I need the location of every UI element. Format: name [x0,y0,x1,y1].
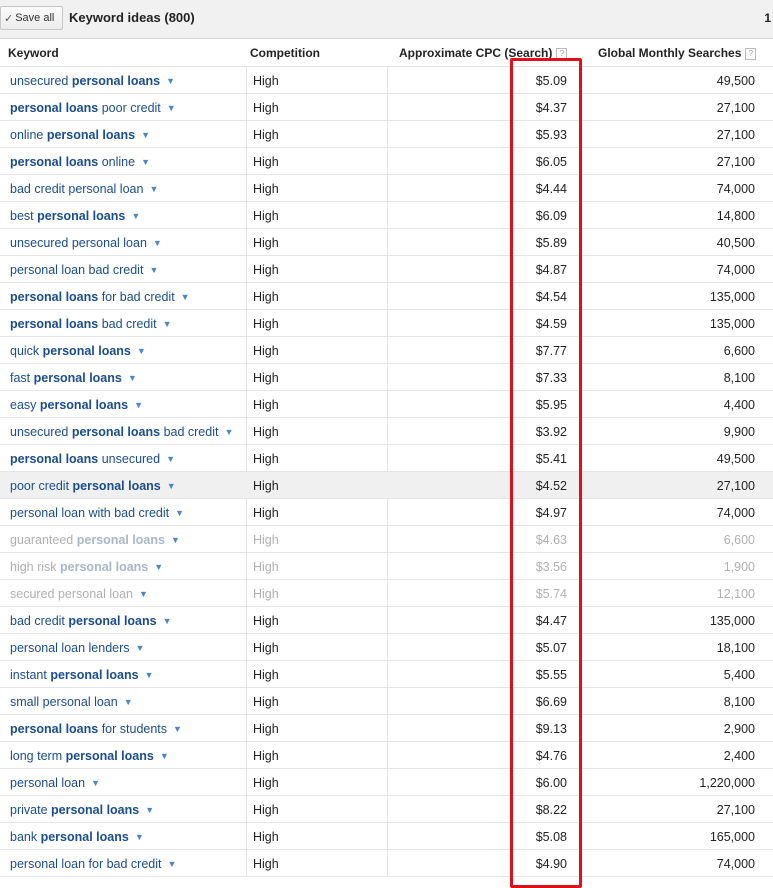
keyword-link[interactable] [10,587,148,601]
searches-cell: 74,000 [716,506,755,520]
keyword-match: personal loans [60,560,149,574]
searches-cell: 8,100 [723,695,755,709]
dropdown-arrow-icon[interactable]: ▼ [152,238,162,248]
keyword-match: personal loans [33,371,122,385]
table-row [0,418,773,445]
competition-cell: High [253,479,279,493]
keyword-match: personal loans [72,479,161,493]
searches-cell: 74,000 [716,857,755,871]
searches-cell: 8,100 [723,371,755,385]
searches-cell: 1,900 [723,560,755,574]
cpc-cell: $4.90 [535,857,567,871]
searches-cell: 27,100 [716,803,755,817]
keyword-match: personal loans [71,74,161,88]
keyword-match: personal loans [10,101,99,115]
dropdown-arrow-icon[interactable]: ▼ [139,589,148,599]
keyword-pre: unsecured [10,74,72,88]
keyword-link[interactable] [10,749,169,763]
competition-cell: High [253,425,279,439]
keyword-link[interactable] [10,263,158,277]
keyword-link[interactable] [10,722,182,736]
dropdown-arrow-icon[interactable]: ▼ [123,697,133,707]
dropdown-arrow-icon[interactable]: ▼ [173,724,182,734]
searches-cell: 135,000 [709,317,755,331]
dropdown-arrow-icon[interactable]: ▼ [134,832,144,842]
keyword-post: unsecured [98,452,161,466]
searches-cell: 27,100 [716,479,755,493]
page-indicator: 1 [764,11,771,25]
toolbar [0,0,773,39]
table-row [0,94,773,121]
keyword-pre: instant [10,668,51,682]
help-icon[interactable]: ? [556,48,567,60]
competition-cell: High [253,398,279,412]
competition-cell: High [253,155,279,169]
keyword-match: personal loans [71,425,161,439]
table-row [0,688,773,715]
table-row [0,472,773,499]
competition-cell: High [253,695,279,709]
keyword-match: personal loans [10,317,99,331]
cpc-cell: $5.55 [535,668,567,682]
keyword-pre: personal loan for bad credit [10,857,162,871]
keyword-link[interactable] [10,506,184,520]
cpc-cell: $6.69 [535,695,567,709]
cpc-cell: $3.56 [535,560,567,574]
dropdown-arrow-icon[interactable]: ▼ [136,346,146,356]
dropdown-arrow-icon[interactable]: ▼ [134,400,144,410]
table-row [0,229,773,256]
dropdown-arrow-icon[interactable]: ▼ [166,103,176,113]
cpc-cell: $5.09 [535,74,567,88]
keyword-link[interactable] [10,695,133,709]
competition-cell: High [253,506,279,520]
keyword-match: personal loans [40,830,129,844]
searches-cell: 40,500 [716,236,755,250]
competition-cell: High [253,560,279,574]
keyword-link[interactable] [10,776,100,790]
searches-cell: 6,600 [723,344,755,358]
searches-cell: 2,400 [723,749,755,763]
competition-cell: High [253,830,279,844]
column-header-searches[interactable] [598,46,756,60]
searches-cell: 18,100 [716,641,755,655]
competition-cell: High [253,317,279,331]
table-header [0,39,773,67]
keyword-link[interactable] [10,128,150,142]
searches-cell: 135,000 [709,290,755,304]
competition-cell: High [253,533,279,547]
dropdown-arrow-icon[interactable]: ▼ [167,859,177,869]
keyword-pre: unsecured [10,425,72,439]
competition-cell: High [253,641,279,655]
table-row [0,175,773,202]
cpc-cell: $4.52 [535,479,567,493]
dropdown-arrow-icon[interactable]: ▼ [162,616,172,626]
keyword-pre: secured personal loan [10,587,133,601]
table-row [0,202,773,229]
keyword-pre: online [10,128,47,142]
dropdown-arrow-icon[interactable]: ▼ [154,562,164,572]
keyword-link[interactable] [10,101,176,115]
keyword-match: personal loans [39,398,129,412]
competition-cell: High [253,209,279,223]
table-row [0,391,773,418]
dropdown-arrow-icon[interactable]: ▼ [141,157,150,167]
table-row [0,364,773,391]
table-row [0,715,773,742]
keyword-post: bad credit [98,317,157,331]
keyword-link[interactable] [10,398,143,412]
keyword-match: personal loans [37,209,126,223]
dropdown-arrow-icon[interactable]: ▼ [224,427,234,437]
keyword-link[interactable] [10,74,175,88]
cpc-cell: $5.41 [535,452,567,466]
cpc-cell: $6.00 [535,776,567,790]
cpc-cell: $4.63 [535,533,567,547]
table-row [0,580,773,607]
competition-cell: High [253,236,279,250]
competition-cell: High [253,776,279,790]
keyword-link[interactable] [10,344,146,358]
cpc-cell: $7.77 [535,344,567,358]
keyword-link[interactable] [10,236,162,250]
table-row [0,553,773,580]
table-row [0,742,773,769]
cpc-cell: $5.07 [535,641,567,655]
searches-cell: 49,500 [716,452,755,466]
table-row [0,499,773,526]
cpc-cell: $4.54 [535,290,567,304]
dropdown-arrow-icon[interactable]: ▼ [175,508,185,518]
table-row [0,310,773,337]
table-row [0,634,773,661]
keyword-pre: high risk [10,560,61,574]
keyword-match: personal loans [46,128,136,142]
keyword-pre: unsecured personal loan [10,236,147,250]
table-row [0,256,773,283]
keyword-pre: small personal loan [10,695,118,709]
keyword-link[interactable] [10,614,172,628]
competition-cell: High [253,587,279,601]
cpc-cell: $4.87 [535,263,567,277]
table-row [0,850,773,877]
table-row [0,823,773,850]
keyword-match: personal loans [51,803,140,817]
searches-cell: 135,000 [709,614,755,628]
dropdown-arrow-icon[interactable]: ▼ [166,76,176,86]
keyword-match: personal loans [65,749,154,763]
competition-cell: High [253,857,279,871]
competition-cell: High [253,128,279,142]
table-row [0,526,773,553]
keyword-match: personal loans [42,344,131,358]
keyword-pre: bad credit [10,614,69,628]
column-header-cpc[interactable] [399,46,567,60]
table-row [0,661,773,688]
keyword-link[interactable] [10,182,158,196]
keyword-pre: bad credit personal loan [10,182,144,196]
column-header-searches-label: Global Monthly Searches [598,46,742,60]
table-row [0,769,773,796]
competition-cell: High [253,722,279,736]
keyword-link[interactable] [10,641,144,655]
cpc-cell: $6.09 [535,209,567,223]
column-header-cpc-label: Approximate CPC (Search) [399,46,553,60]
competition-cell: High [253,182,279,196]
table-row [0,607,773,634]
table-row [0,148,773,175]
dropdown-arrow-icon[interactable]: ▼ [162,319,172,329]
keyword-pre: long term [10,749,66,763]
competition-cell: High [253,263,279,277]
keyword-link[interactable] [10,830,144,844]
keyword-link[interactable] [10,668,153,682]
keyword-post: for bad credit [98,290,175,304]
searches-cell: 165,000 [709,830,755,844]
dropdown-arrow-icon[interactable]: ▼ [166,454,176,464]
keyword-post: bad credit [160,425,219,439]
cpc-cell: $4.59 [535,317,567,331]
competition-cell: High [253,614,279,628]
searches-cell: 74,000 [716,263,755,277]
cpc-cell: $4.44 [535,182,567,196]
dropdown-arrow-icon[interactable]: ▼ [180,292,190,302]
keyword-pre: personal loan [10,776,86,790]
keyword-link[interactable] [10,317,172,331]
searches-cell: 5,400 [723,668,755,682]
keyword-pre: quick [10,344,43,358]
keyword-pre: personal loan with bad credit [10,506,170,520]
competition-cell: High [253,101,279,115]
keyword-match: personal loans [10,722,99,736]
keyword-match: personal loans [10,290,99,304]
dropdown-arrow-icon[interactable]: ▼ [131,211,141,221]
save-all-button[interactable] [0,6,63,30]
keyword-link[interactable] [10,479,176,493]
column-header-keyword[interactable]: Keyword [8,46,59,60]
dropdown-arrow-icon[interactable]: ▼ [149,184,159,194]
help-icon[interactable]: ? [745,48,756,60]
keyword-link[interactable] [10,857,176,871]
keyword-pre: best [10,209,38,223]
competition-cell: High [253,371,279,385]
table-row [0,67,773,94]
searches-cell: 27,100 [716,128,755,142]
keyword-pre: personal loan lenders [10,641,130,655]
searches-cell: 2,900 [723,722,755,736]
keyword-link[interactable] [10,155,150,169]
keyword-pre: fast [10,371,34,385]
table-row [0,121,773,148]
searches-cell: 4,400 [723,398,755,412]
keyword-link[interactable] [10,290,190,304]
searches-cell: 27,100 [716,101,755,115]
competition-cell: High [253,668,279,682]
competition-cell: High [253,290,279,304]
page-title: Keyword ideas (800) [69,10,195,25]
keyword-match: personal loans [68,614,157,628]
dropdown-arrow-icon[interactable]: ▼ [91,778,100,788]
cpc-cell: $5.93 [535,128,567,142]
keyword-link[interactable] [10,371,137,385]
cpc-cell: $4.47 [535,614,567,628]
keyword-pre: guaranteed [10,533,77,547]
dropdown-arrow-icon[interactable]: ▼ [170,535,180,545]
keyword-match: personal loans [10,452,99,466]
table-row [0,283,773,310]
competition-cell: High [253,803,279,817]
keyword-pre: personal loan bad credit [10,263,144,277]
cpc-cell: $7.33 [535,371,567,385]
checkmark-icon: ✓ [4,12,14,25]
keyword-link[interactable] [10,452,175,466]
table-row [0,337,773,364]
column-header-competition[interactable]: Competition [250,46,320,60]
keyword-pre: bank [10,830,41,844]
keyword-post: poor credit [98,101,161,115]
keyword-pre: private [10,803,51,817]
cpc-cell: $8.22 [535,803,567,817]
save-all-label: Save all [15,12,55,24]
keyword-match: personal loans [50,668,139,682]
dropdown-arrow-icon[interactable]: ▼ [141,130,150,140]
searches-cell: 74,000 [716,182,755,196]
searches-cell: 6,600 [723,533,755,547]
keyword-post: for students [98,722,168,736]
table-row [0,445,773,472]
cpc-cell: $4.76 [535,749,567,763]
dropdown-arrow-icon[interactable]: ▼ [166,481,176,491]
competition-cell: High [253,749,279,763]
table-row [0,796,773,823]
cpc-cell: $5.74 [535,587,567,601]
keyword-match: personal loans [76,533,165,547]
competition-cell: High [253,74,279,88]
dropdown-arrow-icon[interactable]: ▼ [149,265,159,275]
cpc-cell: $6.05 [535,155,567,169]
keyword-pre: poor credit [10,479,73,493]
cpc-cell: $3.92 [535,425,567,439]
searches-cell: 49,500 [716,74,755,88]
keyword-table [0,67,773,877]
cpc-cell: $5.08 [535,830,567,844]
keyword-link[interactable] [10,803,154,817]
searches-cell: 1,220,000 [699,776,755,790]
dropdown-arrow-icon[interactable]: ▼ [159,751,169,761]
keyword-link[interactable] [10,425,233,439]
keyword-post: online [98,155,136,169]
keyword-pre: easy [10,398,40,412]
searches-cell: 12,100 [716,587,755,601]
cpc-cell: $5.95 [535,398,567,412]
dropdown-arrow-icon[interactable]: ▼ [145,805,155,815]
dropdown-arrow-icon[interactable]: ▼ [135,643,145,653]
keyword-link[interactable] [10,533,180,547]
searches-cell: 27,100 [716,155,755,169]
dropdown-arrow-icon[interactable]: ▼ [127,373,137,383]
keyword-link[interactable] [10,560,163,574]
cpc-cell: $4.97 [535,506,567,520]
cpc-cell: $4.37 [535,101,567,115]
keyword-match: personal loans [10,155,99,169]
cpc-cell: $5.89 [535,236,567,250]
dropdown-arrow-icon[interactable]: ▼ [144,670,154,680]
competition-cell: High [253,452,279,466]
searches-cell: 14,800 [716,209,755,223]
competition-cell: High [253,344,279,358]
keyword-link[interactable] [10,209,140,223]
searches-cell: 9,900 [723,425,755,439]
cpc-cell: $9.13 [535,722,567,736]
